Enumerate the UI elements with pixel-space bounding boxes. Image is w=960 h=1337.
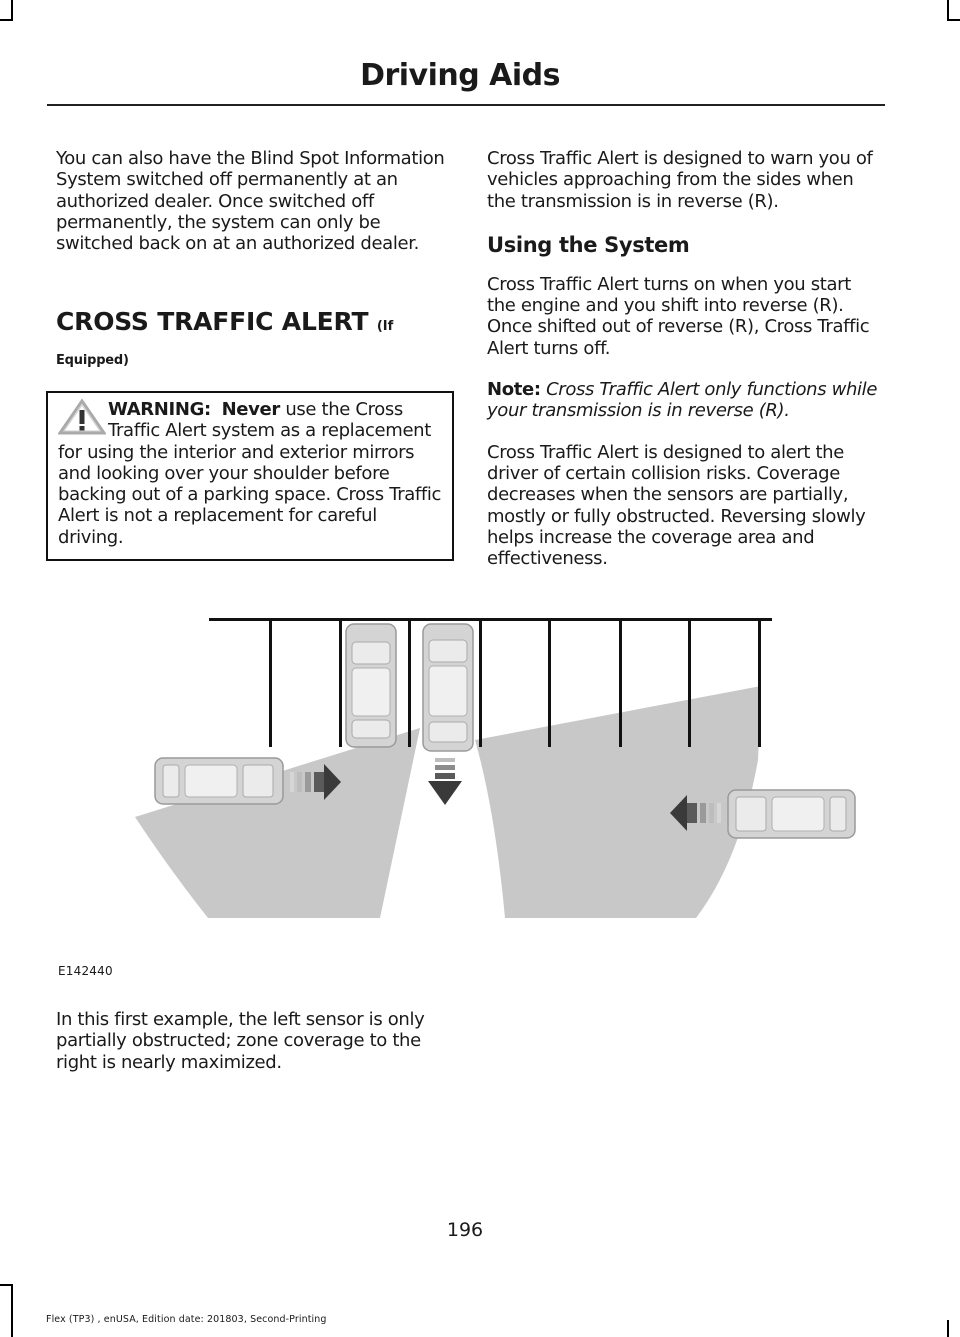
note bbox=[487, 379, 883, 422]
reverse-arrow bbox=[428, 758, 462, 805]
crop-mark bbox=[0, 1284, 13, 1286]
warning-label: WARNING: bbox=[108, 399, 211, 420]
note-text: Cross Traffic Alert only functions while your transmission is in reverse (R). bbox=[487, 379, 878, 422]
intro-paragraph: You can also have the Blind Spot Information System switched off permanently at an authorized dealer. Once switched off permanently, the system can only be switched back on at an authorized dealer. bbox=[56, 148, 445, 255]
warning-emphasis: Never bbox=[221, 399, 280, 420]
right-coverage-zone bbox=[475, 686, 761, 918]
parking-curb bbox=[209, 618, 772, 621]
subheading: Using the System bbox=[487, 232, 690, 257]
section-qualifier: (If bbox=[376, 319, 394, 334]
footer-text: Flex (TP3) , enUSA, Edition date: 201803, Second-Printing bbox=[46, 1314, 327, 1325]
note-label: Note: bbox=[487, 379, 541, 401]
section-qualifier-line2: Equipped) bbox=[56, 353, 129, 368]
right-column bbox=[487, 148, 883, 589]
using-paragraph: Cross Traffic Alert turns on when you start the engine and you shift into reverse (R). Once shifted out of reverse (R), Cross Traffic Alert turns off. bbox=[487, 273, 870, 359]
crop-mark bbox=[11, 0, 13, 20]
header-rule bbox=[47, 104, 885, 106]
warning-box bbox=[46, 391, 454, 561]
figure-caption: In this first example, the left sensor is only partially obstructed; zone coverage to the right is nearly maximized. bbox=[56, 1009, 425, 1073]
crop-mark bbox=[11, 1284, 13, 1337]
page-number: 196 bbox=[446, 1219, 484, 1241]
reversing-car bbox=[423, 624, 473, 751]
section-heading bbox=[56, 307, 394, 368]
warning-text: use the Cross Traffic Alert system as a replacement for using the interior and exterior mirrors and looking over your shoulder before backing out of a parking space. Cross Traffic Alert is not a replacement for careful driving. bbox=[58, 399, 442, 548]
section-heading-text: CROSS TRAFFIC ALERT bbox=[56, 307, 369, 336]
approaching-car-right bbox=[728, 790, 855, 838]
warning-triangle-icon bbox=[58, 399, 106, 435]
left-column bbox=[56, 148, 452, 274]
page-title: Driving Aids bbox=[360, 58, 560, 93]
parked-car bbox=[346, 624, 396, 747]
cta-description: Cross Traffic Alert is designed to warn you of vehicles approaching from the sides when the transmission is in reverse (R). bbox=[487, 148, 873, 212]
crop-mark bbox=[947, 0, 949, 20]
crop-mark bbox=[0, 19, 13, 21]
coverage-paragraph: Cross Traffic Alert is designed to alert the driver of certain collision risks. Coverage decreases when the sensors are partially, mostly or fully obstructed. Reversing slowly helps increase the coverage area and effectiveness. bbox=[487, 441, 866, 570]
left-coverage-zone bbox=[135, 728, 420, 918]
crop-mark bbox=[947, 19, 960, 21]
cross-traffic-diagram bbox=[130, 610, 860, 930]
approaching-car-left bbox=[155, 758, 283, 804]
figure-code: E142440 bbox=[58, 964, 113, 978]
crop-mark bbox=[947, 1320, 949, 1337]
